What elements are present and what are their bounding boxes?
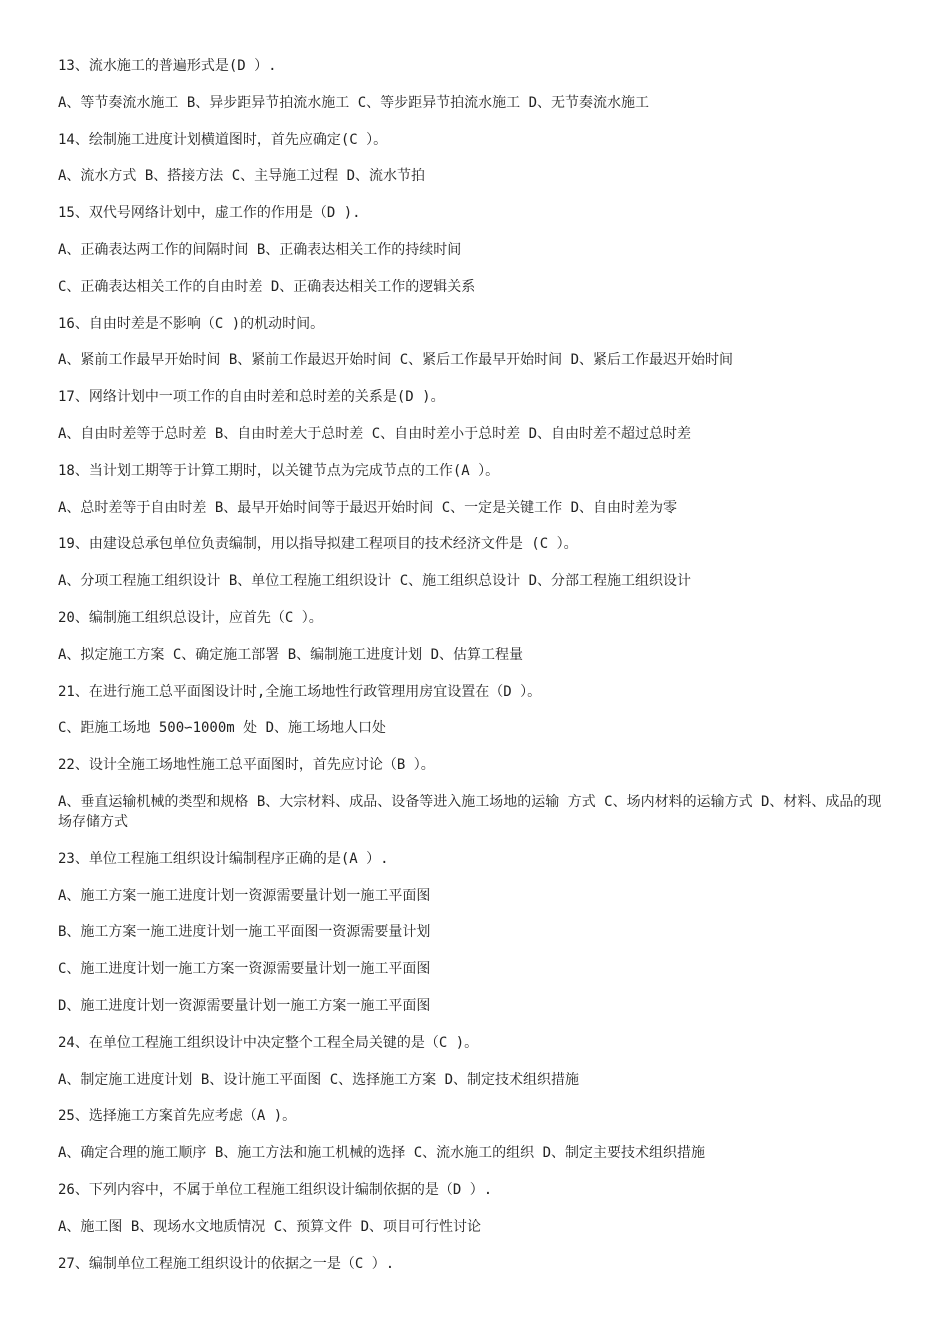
options-22: A、垂直运输机械的类型和规格 B、大宗材料、成品、设备等进入施工场地的运输 方式 C、场内材料的运输方式 D、材料、成品的现场存储方式 bbox=[58, 793, 882, 830]
question-18: 18、当计划工期等于计算工期时，以关键节点为完成节点的工作(A ）。 bbox=[58, 462, 500, 479]
question-17: 17、网络计划中一项工作的自由时差和总时差的关系是(D )。 bbox=[58, 389, 445, 406]
options-18: A、总时差等于自由时差 B、最早开始时间等于最迟开始时间 C、一定是关键工作 D、自由时差为零 bbox=[58, 499, 677, 516]
option-23-d: D、施工进度计划一资源需要量计划一施工方案一施工平面图 bbox=[58, 997, 431, 1014]
option-23-a: A、施工方案一施工进度计划一资源需要量计划一施工平面图 bbox=[58, 887, 431, 904]
question-24: 24、在单位工程施工组织设计中决定整个工程全局关键的是（C )。 bbox=[58, 1034, 479, 1051]
options-14: A、流水方式 B、搭接方法 C、主导施工过程 D、流水节拍 bbox=[58, 168, 425, 185]
question-13: 13、流水施工的普遍形式是(D ）. bbox=[58, 58, 277, 74]
options-15-ab: A、正确表达两工作的间隔时间 B、正确表达相关工作的持续时间 bbox=[58, 241, 462, 258]
options-24: A、制定施工进度计划 B、设计施工平面图 C、选择施工方案 D、制定技术组织措施 bbox=[58, 1071, 579, 1088]
options-20: A、拟定施工方案 C、确定施工部署 B、编制施工进度计划 D、估算工程量 bbox=[58, 646, 523, 663]
options-21: C、距施工场地 500∽1000m 处 D、施工场地人口处 bbox=[58, 720, 387, 737]
options-15-cd: C、正确表达相关工作的自由时差 D、正确表达相关工作的逻辑关系 bbox=[58, 278, 476, 295]
question-27: 27、编制单位工程施工组织设计的依据之一是（C ）. bbox=[58, 1255, 395, 1272]
question-26: 26、下列内容中，不属于单位工程施工组织设计编制依据的是（D ）. bbox=[58, 1181, 493, 1198]
options-26: A、施工图 B、现场水文地质情况 C、预算文件 D、项目可行性讨论 bbox=[58, 1218, 481, 1235]
option-23-c: C、施工进度计划一施工方案一资源需要量计划一施工平面图 bbox=[58, 961, 431, 978]
option-23-b: B、施工方案一施工进度计划一施工平面图一资源需要量计划 bbox=[58, 924, 431, 941]
question-16: 16、自由时差是不影响（C )的机动时间。 bbox=[58, 315, 325, 332]
question-21: 21、在进行施工总平面图设计时,全施工场地性行政管理用房宜设置在（D ）。 bbox=[58, 683, 542, 700]
question-15: 15、双代号网络计划中，虚工作的作用是（D ). bbox=[58, 205, 361, 222]
options-25: A、确定合理的施工顺序 B、施工方法和施工机械的选择 C、流水施工的组织 D、制定主要技术组织措施 bbox=[58, 1145, 705, 1162]
question-20: 20、编制施工组织总设计，应首先（C ）。 bbox=[58, 609, 323, 626]
question-14: 14、绘制施工进度计划横道图时，首先应确定(C ）。 bbox=[58, 131, 388, 148]
question-23: 23、单位工程施工组织设计编制程序正确的是(A ）. bbox=[58, 850, 389, 867]
options-17: A、自由时差等于总时差 B、自由时差大于总时差 C、自由时差小于总时差 D、自由时差不超过总时差 bbox=[58, 425, 691, 442]
question-25: 25、选择施工方案首先应考虑（A )。 bbox=[58, 1108, 297, 1125]
question-22: 22、设计全施工场地性施工总平面图时，首先应讨论（B ）。 bbox=[58, 757, 435, 774]
question-19: 19、由建设总承包单位负责编制，用以指导拟建工程项目的技术经济文件是 (C ）。 bbox=[58, 536, 578, 553]
options-16: A、紧前工作最早开始时间 B、紧前工作最迟开始时间 C、紧后工作最早开始时间 D、紧后工作最迟开始时间 bbox=[58, 352, 733, 369]
options-19: A、分项工程施工组织设计 B、单位工程施工组织设计 C、施工组织总设计 D、分部工程施工组织设计 bbox=[58, 573, 691, 590]
options-13: A、等节奏流水施工 B、异步距异节拍流水施工 C、等步距异节拍流水施工 D、无节奏流水施工 bbox=[58, 94, 649, 111]
